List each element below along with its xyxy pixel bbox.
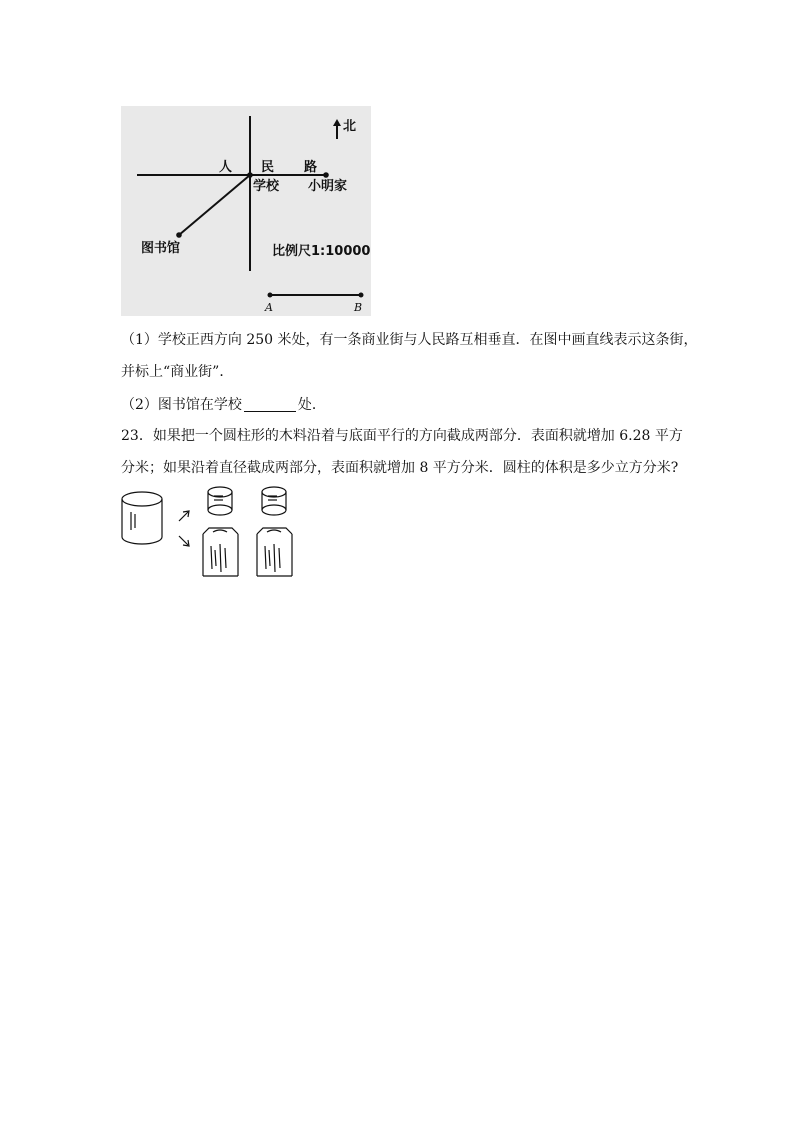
diameter-cut-icon bbox=[257, 487, 292, 576]
q2-suffix: 处． bbox=[297, 397, 326, 413]
point-a-label: A bbox=[265, 301, 273, 314]
road-char-2: 民 bbox=[261, 160, 275, 175]
road-char-1: 人 bbox=[219, 160, 233, 175]
library-label: 图书馆 bbox=[141, 241, 181, 256]
horizontal-cut-icon bbox=[203, 487, 238, 576]
cylinder-drawing bbox=[117, 484, 312, 584]
north-label: 北 bbox=[343, 119, 357, 134]
library-path bbox=[179, 175, 250, 235]
home-dot bbox=[323, 172, 329, 178]
split-arrows-icon bbox=[179, 511, 189, 546]
north-arrow-icon bbox=[333, 119, 341, 126]
home-label: 小明家 bbox=[308, 179, 348, 194]
q1-line1: （1）学校正西方向 250 米处，有一条商业街与人民路互相垂直．在图中画直线表示这条街， bbox=[121, 332, 698, 348]
point-b-label: B bbox=[354, 301, 363, 314]
library-dot bbox=[176, 232, 182, 238]
scale-label: 比例尺1:10000 bbox=[272, 244, 371, 259]
school-dot bbox=[247, 172, 253, 178]
school-label: 学校 bbox=[253, 179, 280, 194]
answer-blank[interactable] bbox=[244, 397, 296, 412]
cylinder-figures bbox=[117, 484, 312, 588]
q1-line2: 并标上“商业街”． bbox=[121, 364, 234, 380]
road-char-3: 路 bbox=[304, 160, 318, 175]
q23-line1: 23．如果把一个圆柱形的木料沿着与底面平行的方向截成两部分．表面积就增加 6.28 平方 bbox=[121, 428, 683, 444]
map-drawing bbox=[121, 106, 371, 316]
q2-prefix: （2）图书馆在学校 bbox=[121, 397, 242, 413]
map-figure bbox=[121, 106, 371, 316]
q2-line bbox=[121, 397, 326, 412]
whole-cylinder-icon bbox=[122, 492, 162, 544]
q23-line2: 分米；如果沿着直径截成两部分，表面积就增加 8 平方分米．圆柱的体积是多少立方分米? bbox=[121, 460, 679, 476]
